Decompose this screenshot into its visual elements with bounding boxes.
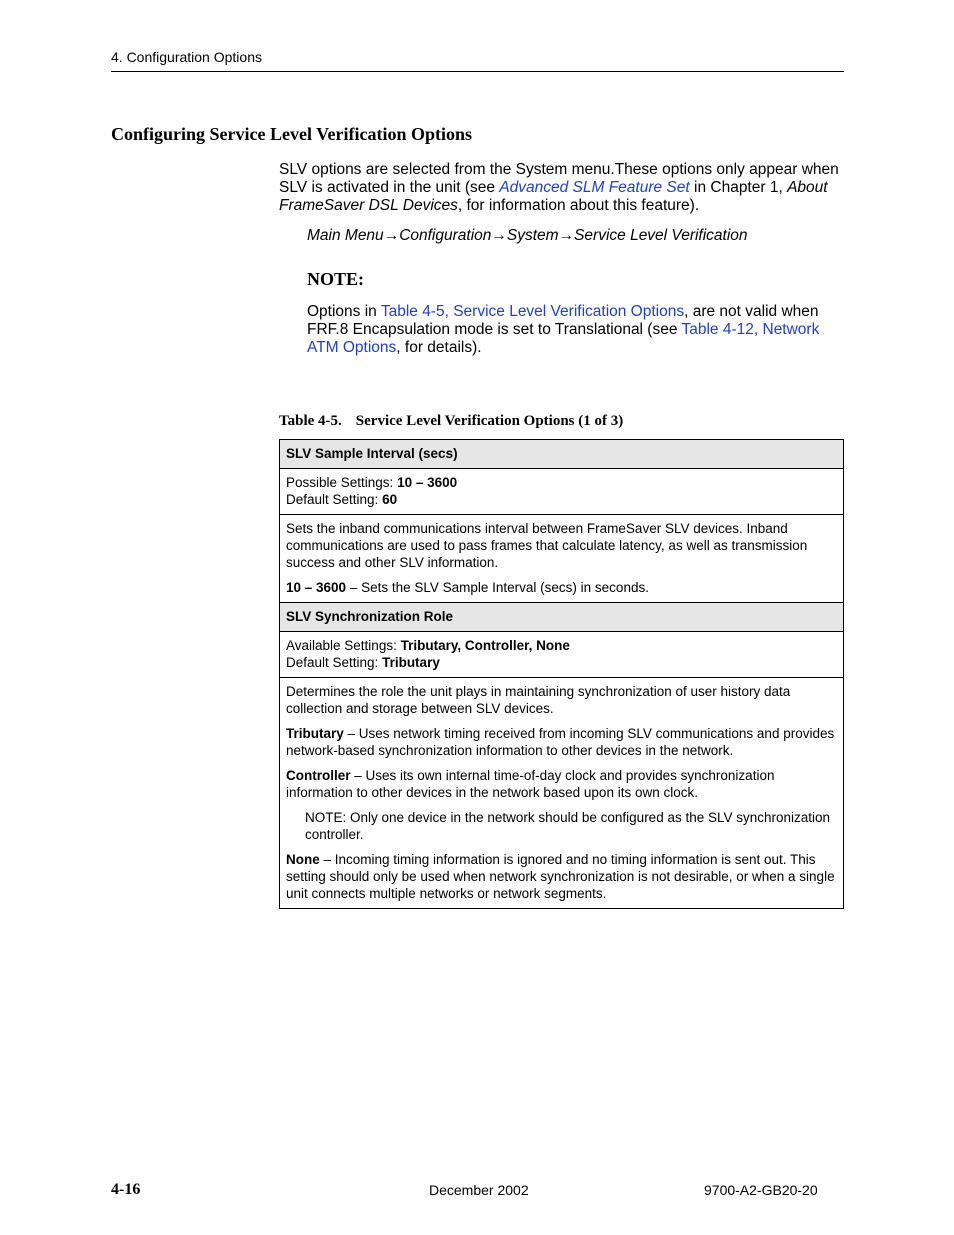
running-header: 4. Configuration Options <box>111 49 262 65</box>
note-text-1: Options in <box>307 303 381 320</box>
sample-interval-opt-term: 10 – 3600 <box>286 580 347 595</box>
menu-path-configuration: Configuration <box>399 227 492 244</box>
page-number: 4-16 <box>111 1181 141 1198</box>
menu-path-system: System <box>506 227 559 244</box>
controller-term: Controller <box>286 768 351 783</box>
menu-path-slv: Service Level Verification <box>574 227 748 244</box>
tributary-desc: – Uses network timing received from incoming SLV communications and provides network-based synchronization information to other devices in the network. <box>286 726 835 758</box>
default-setting-value: 60 <box>382 492 398 507</box>
none-term: None <box>286 852 320 867</box>
default-setting-label: Default Setting: <box>286 492 383 507</box>
note-text-3: , for details). <box>396 339 482 356</box>
sync-role-description <box>280 677 843 908</box>
menu-arrow-2: → <box>491 227 507 244</box>
menu-arrow-3: → <box>558 227 575 244</box>
advanced-slm-link[interactable]: Advanced SLM Feature Set <box>499 179 690 196</box>
note-text-2: , are not valid when FRF.8 Encapsulation mode is set to Translational (see <box>307 303 819 338</box>
sync-default-value: Tributary <box>382 655 440 670</box>
intro-book-title: About FrameSaver DSL Devices <box>279 179 828 214</box>
sync-role-desc-text: Determines the role the unit plays in maintaining synchronization of user history data collection and storage between SLV devices. <box>286 684 791 716</box>
note-heading: NOTE: <box>307 269 365 289</box>
table-caption-title: Service Level Verification Options (1 of 3) <box>355 413 624 429</box>
available-settings-label: Available Settings: <box>286 638 401 653</box>
sync-role-header: SLV Synchronization Role <box>280 602 843 631</box>
controller-desc: – Uses its own internal time-of-day clock and provides synchronization information to other devices in the network based upon its own clock. <box>286 768 775 800</box>
intro-text-2: in Chapter 1, <box>689 179 788 196</box>
sample-interval-description <box>280 514 843 602</box>
table-4-12-link[interactable]: Table 4-12, Network ATM Options <box>307 321 820 356</box>
sample-interval-opt-desc: – Sets the SLV Sample Interval (secs) in seconds. <box>346 580 649 595</box>
menu-path <box>307 227 748 245</box>
header-rule <box>111 71 844 72</box>
note-paragraph <box>307 303 842 357</box>
slv-options-table <box>279 439 844 909</box>
sync-default-label: Default Setting: <box>286 655 383 670</box>
none-desc: – Incoming timing information is ignored and no timing information is sent out. This setting should only be used when network synchronization is not desirable, or when a single unit connects multiple networks or network segments. <box>286 852 835 901</box>
controller-note: NOTE: Only one device in the network should be configured as the SLV synchronization controller. <box>305 810 831 842</box>
possible-settings-value: 10 – 3600 <box>397 475 458 490</box>
sample-interval-settings <box>280 468 843 514</box>
table-caption <box>279 413 623 430</box>
document-id: 9700-A2-GB20-20 <box>704 1182 818 1198</box>
tributary-term: Tributary <box>286 726 344 741</box>
possible-settings-label: Possible Settings: <box>286 475 398 490</box>
menu-path-main: Main Menu <box>307 227 384 244</box>
intro-text-1: SLV options are selected from the System menu.These options only appear when SLV is activated in the unit (see <box>279 161 839 196</box>
sync-role-settings <box>280 631 843 677</box>
intro-paragraph <box>279 161 844 215</box>
footer-date: December 2002 <box>429 1182 529 1198</box>
available-settings-value: Tributary, Controller, None <box>400 638 570 653</box>
table-caption-number: Table 4-5. <box>279 413 342 429</box>
sample-interval-header: SLV Sample Interval (secs) <box>280 440 843 468</box>
sample-interval-desc-text: Sets the inband communications interval between FrameSaver SLV devices. Inband communications are used to pass frames that calculate latency, as well as transmission success and other SLV information. <box>286 521 808 570</box>
section-title: Configuring Service Level Verification Options <box>111 124 472 144</box>
menu-arrow-1: → <box>383 227 400 244</box>
intro-text-3: , for information about this feature). <box>457 197 700 214</box>
table-4-5-link[interactable]: Table 4-5, Service Level Verification Options <box>380 303 685 320</box>
